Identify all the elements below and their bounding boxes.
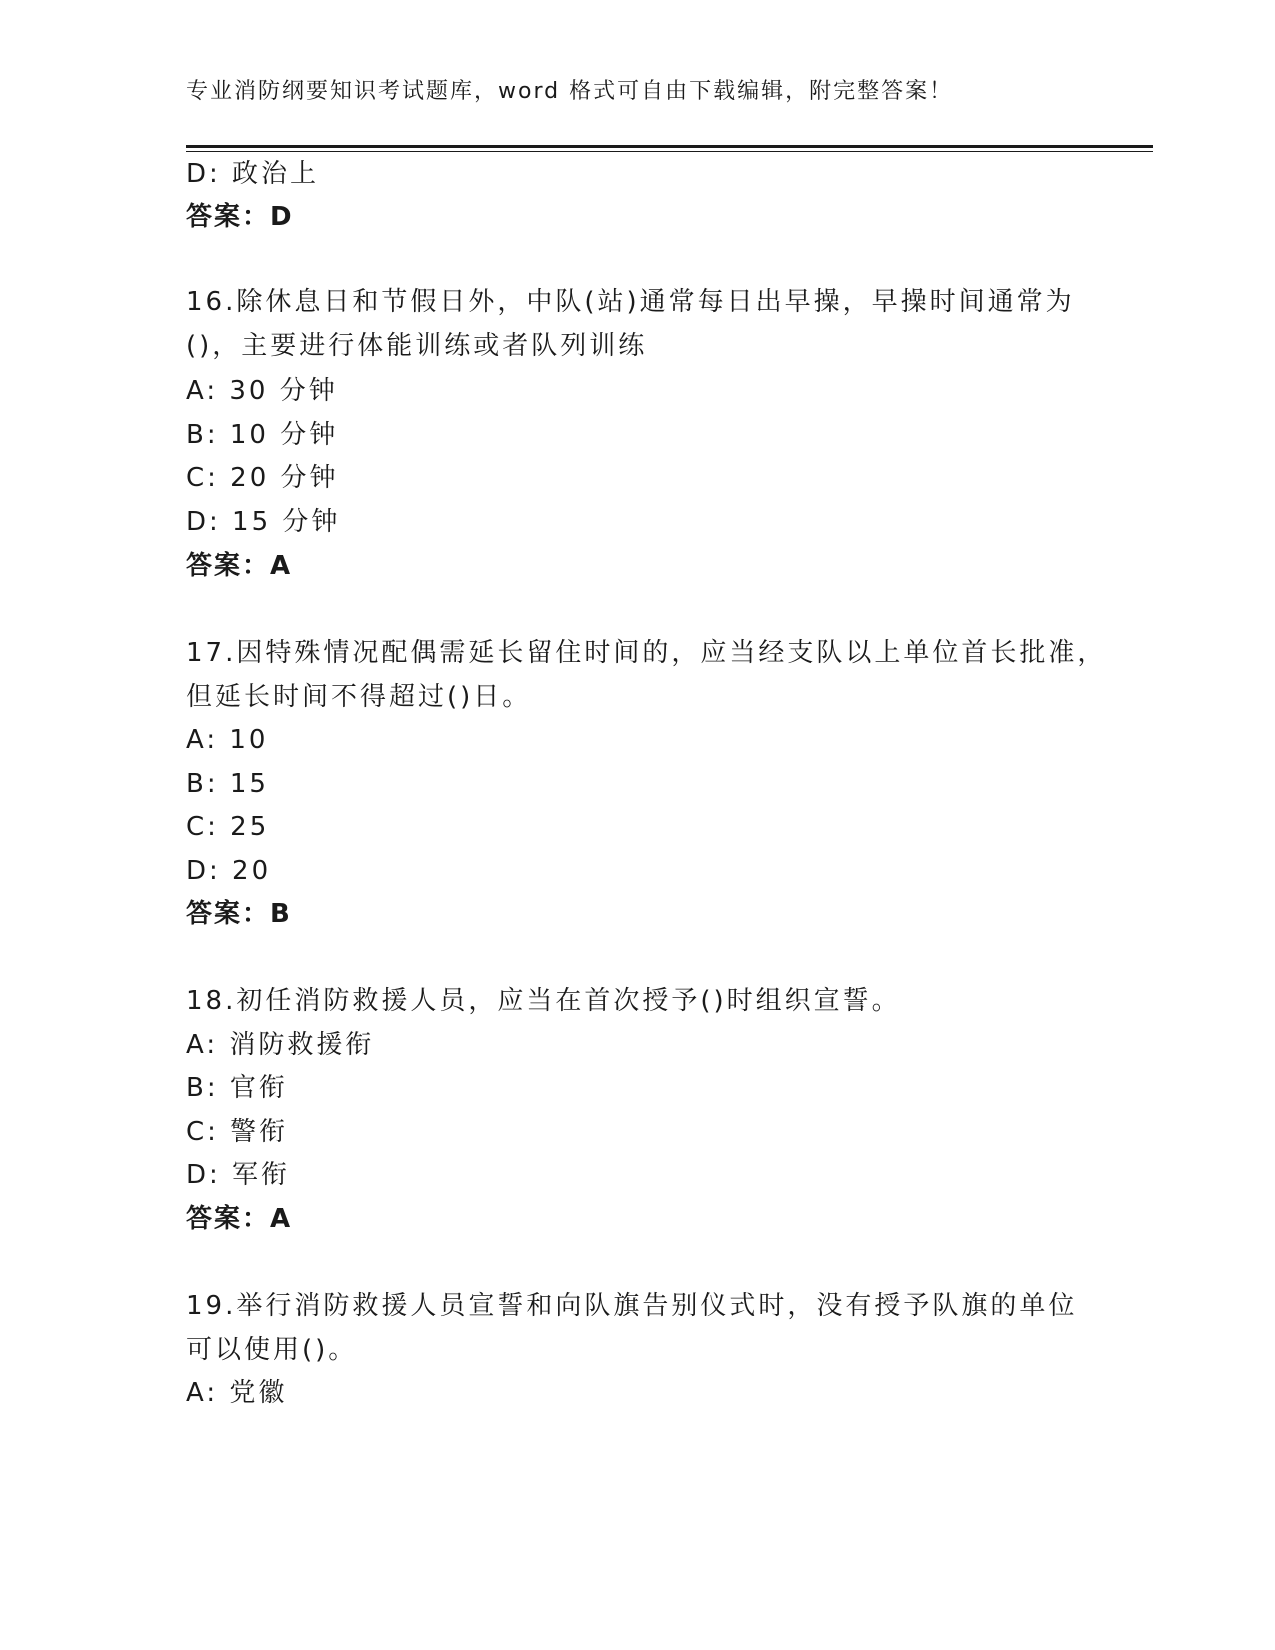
q16-option-b: B: 10 分钟 <box>186 420 339 450</box>
q16-option-d: D: 15 分钟 <box>186 507 341 537</box>
q16-option-c: C: 20 分钟 <box>186 463 339 493</box>
q18-text-line1: 18.初任消防救援人员，应当在首次授予()时组织宣誓。 <box>186 986 901 1016</box>
q17-option-b: B: 15 <box>186 769 269 799</box>
q17-text-line2: 但延长时间不得超过()日。 <box>186 682 532 712</box>
q17-text-line1: 17.因特殊情况配偶需延长留住时间的，应当经支队以上单位首长批准， <box>186 638 1107 668</box>
q17-answer: 答案：B <box>186 899 292 929</box>
q16-text-line1: 16.除休息日和节假日外，中队(站)通常每日出早操，早操时间通常为 <box>186 287 1075 317</box>
prev-answer: 答案：D <box>186 202 294 232</box>
q17-option-a: A: 10 <box>186 725 269 755</box>
q16-option-a: A: 30 分钟 <box>186 376 338 406</box>
prev-option-d: D: 政治上 <box>186 159 320 189</box>
q18-option-d: D: 军衔 <box>186 1160 291 1190</box>
q18-option-b: B: 官衔 <box>186 1073 288 1103</box>
header-rule-thick <box>186 145 1153 148</box>
q17-option-c: C: 25 <box>186 812 270 842</box>
header-rule-thin <box>186 151 1153 152</box>
q19-text-line2: 可以使用()。 <box>186 1335 358 1365</box>
q18-option-a: A: 消防救援衔 <box>186 1030 375 1060</box>
q17-option-d: D: 20 <box>186 856 272 886</box>
q16-text-line2: ()，主要进行体能训练或者队列训练 <box>186 331 648 361</box>
q18-option-c: C: 警衔 <box>186 1117 289 1147</box>
q19-option-a: A: 党徽 <box>186 1378 288 1408</box>
q19-text-line1: 19.举行消防救援人员宣誓和向队旗告别仪式时，没有授予队旗的单位 <box>186 1291 1078 1321</box>
q16-answer: 答案：A <box>186 551 293 581</box>
q18-answer: 答案：A <box>186 1204 293 1234</box>
page-header: 专业消防纲要知识考试题库，word 格式可自由下载编辑，附完整答案！ <box>186 79 954 104</box>
